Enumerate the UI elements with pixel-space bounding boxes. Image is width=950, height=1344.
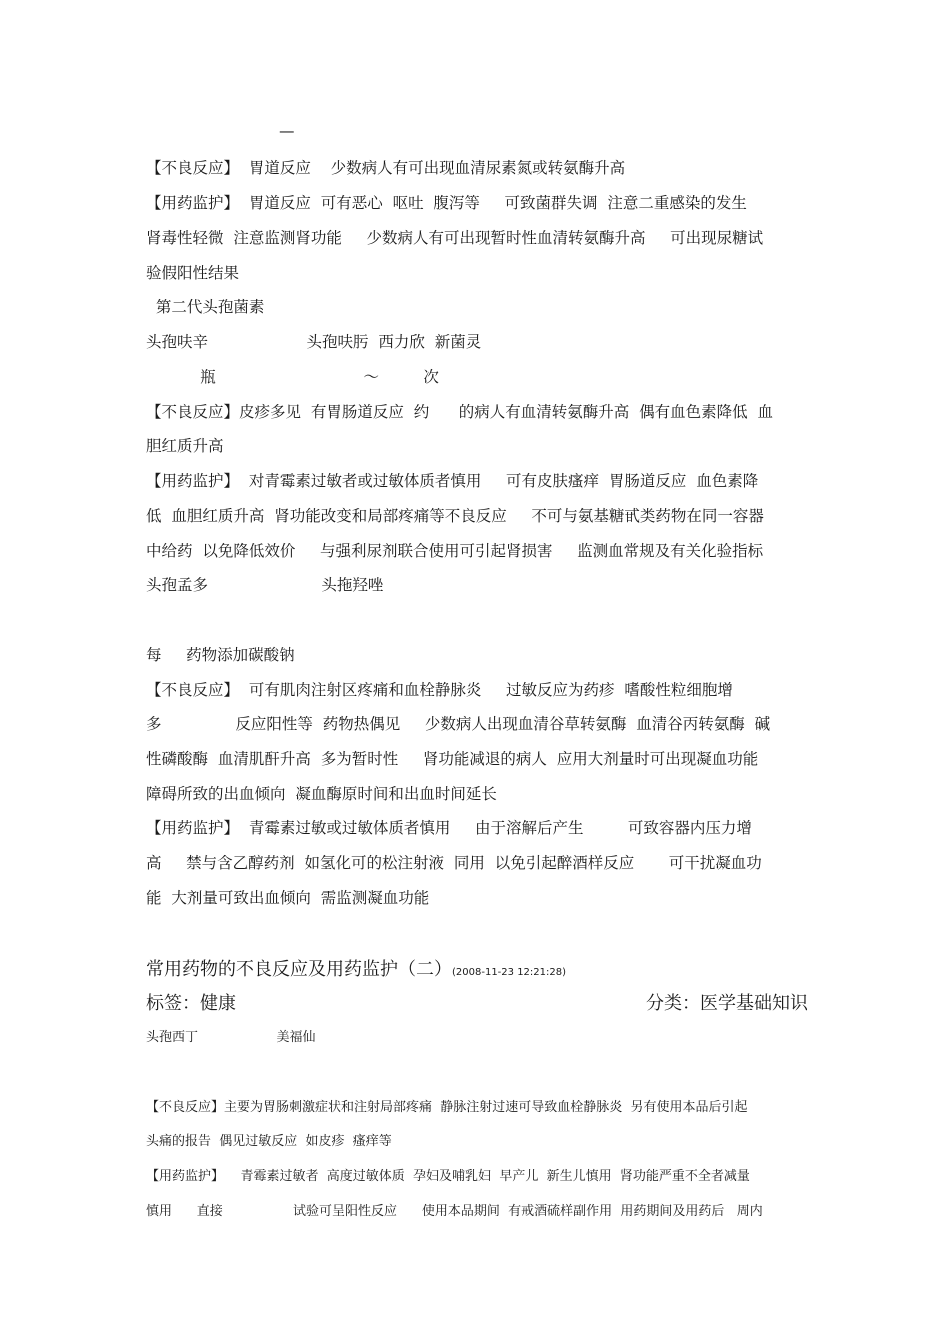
article-tag: 标签：健康	[146, 993, 236, 1014]
text-line: 【用药监护】 青霉素过敏者 高度过敏体质 孕妇及哺乳妇 早产儿 新生儿慎用 肾功能严重不全者减量	[146, 1169, 750, 1184]
article-timestamp: (2008-11-23 12:21:28)	[452, 967, 567, 978]
text-line: 瓶 ～ 次	[146, 368, 439, 386]
text-line: 低 血胆红质升高 肾功能改变和局部疼痛等不良反应 不可与氨基糖甙类药物在同一容器	[146, 507, 764, 525]
text-line: 慎用 直接 试验可呈阳性反应 使用本品期间 有戒酒硫样副作用 用药期间及用药后 周内	[146, 1204, 763, 1219]
text-line: 高 禁与含乙醇药剂 如氢化可的松注射液 同用 以免引起醉酒样反应 可干扰凝血功	[146, 854, 762, 872]
text-line: 【用药监护】 对青霉素过敏者或过敏体质者慎用 可有皮肤瘙痒 胃肠道反应 血色素降	[146, 472, 759, 490]
text-line: 验假阳性结果	[146, 264, 240, 282]
text-line: 【不良反应】 可有肌肉注射区疼痛和血栓静脉炎 过敏反应为药疹 嗜酸性粒细胞增	[146, 681, 733, 699]
text-line: 【用药监护】 胃道反应 可有恶心 呕吐 腹泻等 可致菌群失调 注意二重感染的发生	[146, 194, 747, 212]
text-line: 【用药监护】 青霉素过敏或过敏体质者慎用 由于溶解后产生 可致容器内压力增	[146, 819, 752, 837]
text-line: 障碍所致的出血倾向 凝血酶原时间和出血时间延长	[146, 785, 497, 803]
drug-name-line: 头孢孟多 头拖羟唑	[146, 576, 384, 594]
header-dash: —	[279, 122, 295, 140]
text-line: 性磷酸酶 血清肌酐升高 多为暂时性 肾功能减退的病人 应用大剂量时可出现凝血功能	[146, 750, 759, 768]
text-line: 胆红质升高	[146, 437, 224, 455]
drug-name-line: 头孢西丁 美福仙	[146, 1030, 316, 1045]
article-title	[146, 955, 566, 981]
text-line: 中给药 以免降低效价 与强利尿剂联合使用可引起肾损害 监测血常规及有关化验指标	[146, 542, 764, 560]
text-line: 【不良反应】主要为胃肠刺激症状和注射局部疼痛 静脉注射过速可导致血栓静脉炎 另有使用本品后引起	[146, 1100, 748, 1115]
article-title-text: 常用药物的不良反应及用药监护（二）	[146, 959, 452, 980]
section-heading: 第二代头孢菌素	[146, 298, 265, 316]
text-line: 能 大剂量可致出血倾向 需监测凝血功能	[146, 889, 430, 907]
article-meta	[146, 989, 808, 1015]
text-line: 肾毒性轻微 注意监测肾功能 少数病人有可出现暂时性血清转氨酶升高 可出现尿糖试	[146, 229, 764, 247]
text-line: 【不良反应】皮疹多见 有胃肠道反应 约 的病人有血清转氨酶升高 偶有血色素降低 血	[146, 403, 773, 421]
text-line: 【不良反应】 胃道反应 少数病人有可出现血清尿素氮或转氨酶升高	[146, 159, 626, 177]
drug-name-line: 头孢呋辛 头孢呋肟 西力欣 新菌灵	[146, 333, 482, 351]
article-category: 分类：医学基础知识	[646, 993, 808, 1014]
text-line: 头痛的报告 偶见过敏反应 如皮疹 瘙痒等	[146, 1134, 392, 1149]
text-line: 多 反应阳性等 药物热偶见 少数病人出现血清谷草转氨酶 血清谷丙转氨酶 碱	[146, 715, 771, 733]
text-line: 每 药物添加碳酸钠	[146, 646, 295, 664]
